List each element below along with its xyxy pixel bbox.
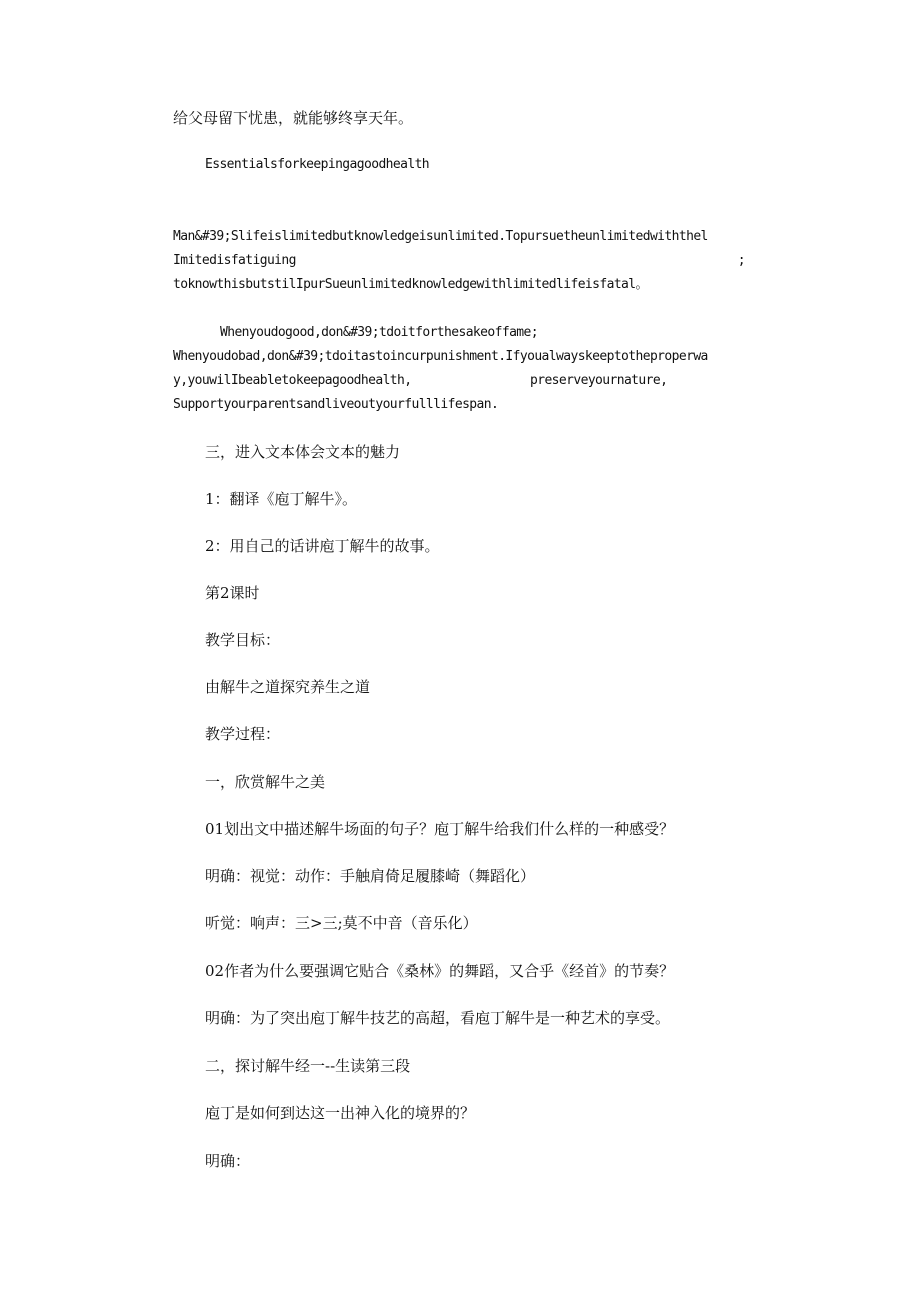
text-line-justified: [173, 250, 745, 272]
text-line: 由解牛之道探究养生之道: [205, 678, 371, 696]
section-heading: 三，进入文本体会文本的魅力: [205, 443, 401, 461]
text-line: 给父母留下忧患，就能够终享天年。: [173, 109, 414, 127]
text-line: 教学目标：: [205, 631, 281, 649]
text-line: preserveyournature,: [530, 373, 668, 388]
text-line: Whenyoudobad,don&#39;tdoitastoincurpunishment.Ifyoualwayskeeptotheproperwa: [173, 349, 708, 364]
text-line: Supportyourparentsandliveoutyourfulllifespan.: [173, 397, 499, 412]
text-line: Whenyoudogood,don&#39;tdoitforthesakeoffame;: [220, 325, 538, 340]
text-line: 庖丁是如何到达这一出神入化的境界的？: [205, 1104, 476, 1122]
text-line: 明确：为了突出庖丁解牛技艺的高超，看庖丁解牛是一种艺术的享受。: [205, 1009, 671, 1027]
text-line: 明确：视觉：动作：手触肩倚足履膝崎（舞蹈化）: [205, 867, 536, 885]
section-heading: 一，欣赏解牛之美: [205, 773, 326, 791]
text-line: 02作者为什么要强调它贴合《桑林》的舞蹈，又合乎《经首》的节奏？: [205, 962, 675, 980]
text-segment: Imitedisfatiguing: [173, 253, 296, 268]
text-line: Man&#39;Slifeislimitedbutknowledgeisunlimited.Topursuetheunlimitedwiththel: [173, 229, 708, 244]
text-line: y,youwilIbeabletokeepagoodhealth,: [173, 373, 412, 388]
text-line: 教学过程：: [205, 725, 281, 743]
text-line: 2：用自己的话讲庖丁解牛的故事。: [205, 537, 440, 555]
text-line: 01划出文中描述解牛场面的句子？庖丁解牛给我们什么样的一种感受？: [205, 820, 675, 838]
section-heading-english: Essentialsforkeepingagoodhealth: [205, 157, 430, 172]
text-line: toknowthisbutstilIpurSueunlimitedknowledgewithlimitedlifeisfatal。: [173, 277, 648, 292]
text-segment: ;: [737, 253, 745, 268]
text-line: 听觉：响声：三>三;莫不中音（音乐化）: [205, 914, 478, 932]
text-line: 1：翻译《庖丁解牛》。: [205, 490, 358, 508]
section-heading: 二，探讨解牛经一--生读第三段: [205, 1057, 411, 1075]
text-line: 明确：: [205, 1152, 251, 1170]
lesson-heading: 第2课时: [205, 584, 260, 602]
